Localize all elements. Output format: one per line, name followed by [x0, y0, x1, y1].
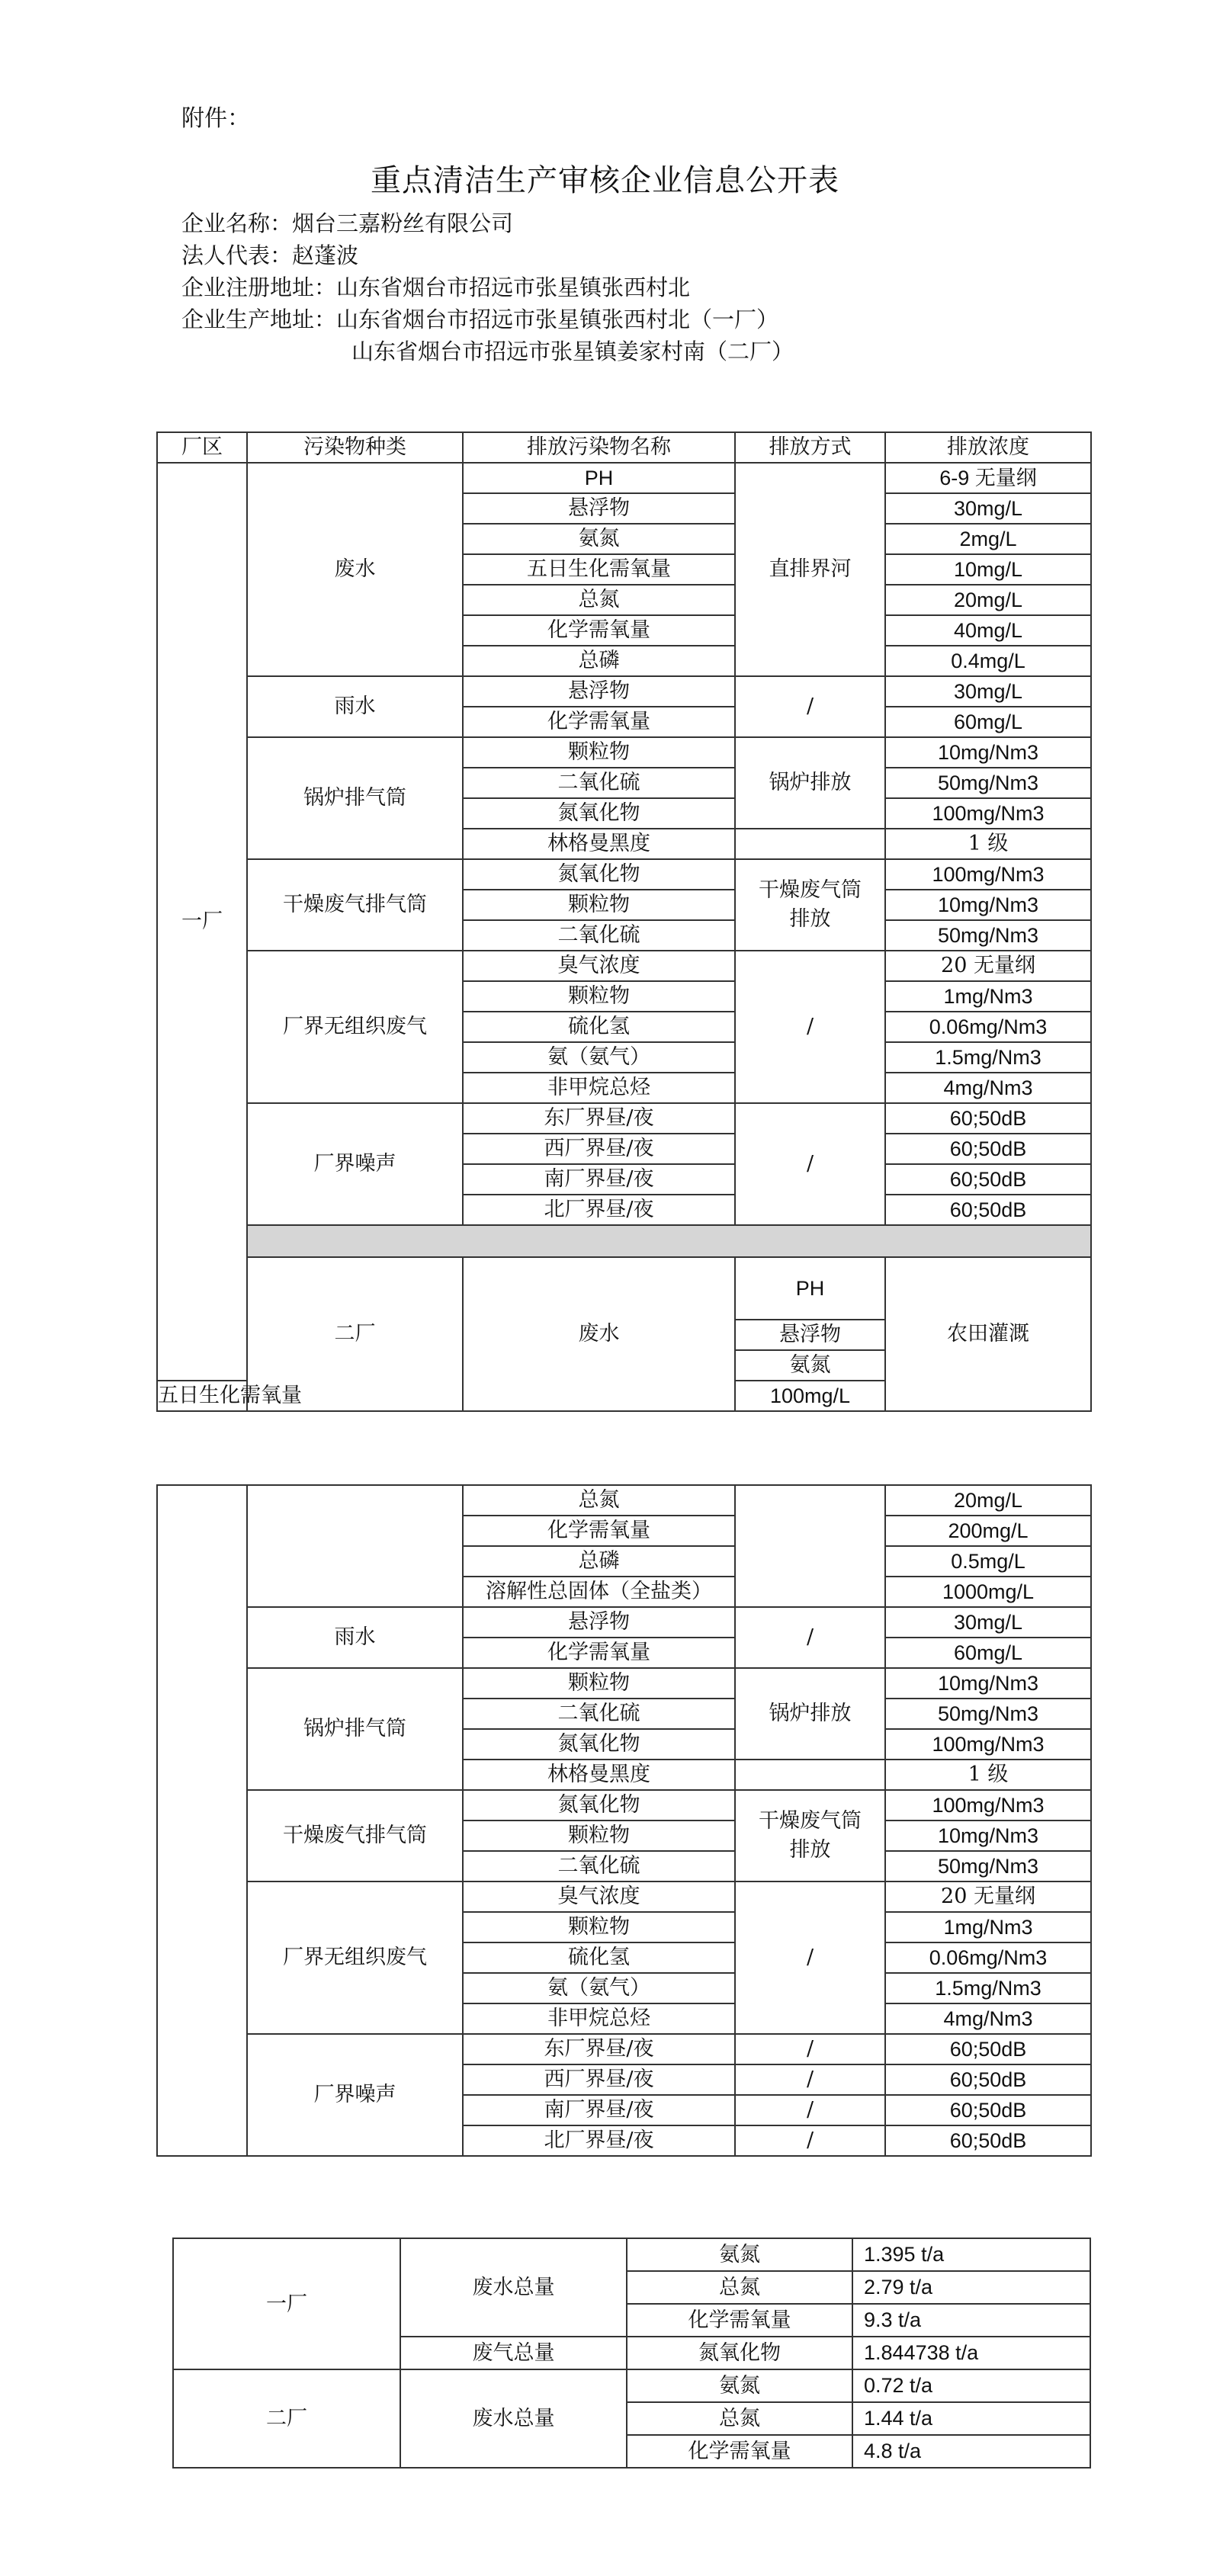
- dryer-stack-type: 干燥废气排气筒: [247, 1790, 463, 1881]
- pollutant-name: 总氮: [463, 585, 735, 615]
- table-row: [157, 463, 1091, 493]
- pollutant-name: 悬浮物: [463, 1607, 735, 1638]
- pollutant-name: 总磷: [463, 646, 735, 676]
- table-row: [157, 1607, 1091, 1638]
- discharge-method: [735, 1790, 885, 1881]
- concentration: 1mg/Nm3: [885, 1912, 1091, 1942]
- exhaust-total-label: 废气总量: [400, 2337, 627, 2369]
- pollutant-name: 非甲烷总烃: [463, 1073, 735, 1103]
- concentration: 1 级: [885, 1760, 1091, 1790]
- pollutant-name: 颗粒物: [463, 1912, 735, 1942]
- pollutant-name: 化学需氧量: [463, 707, 735, 737]
- concentration: 4mg/Nm3: [885, 2003, 1091, 2034]
- dryer-stack-type: 干燥废气排气筒: [247, 859, 463, 951]
- pollutant-name: 臭气浓度: [463, 951, 735, 981]
- discharge-method: 锅炉排放: [735, 737, 885, 829]
- method-line: 排放: [789, 1838, 831, 1862]
- plant2-continued: [157, 1485, 247, 2156]
- total-value: 9.3 t/a: [852, 2304, 1090, 2337]
- concentration: 60;50dB: [885, 2064, 1091, 2095]
- concentration: 100mg/Nm3: [885, 1790, 1091, 1821]
- concentration: 4mg/Nm3: [885, 1073, 1091, 1103]
- pollutant-name: 南厂界昼/夜: [463, 2095, 735, 2125]
- method-line: 排放: [789, 907, 831, 931]
- pollutant-name: 西厂界昼/夜: [463, 2064, 735, 2095]
- total-value: 2.79 t/a: [852, 2271, 1090, 2304]
- table-row: [157, 2034, 1091, 2064]
- concentration: 60;50dB: [885, 1164, 1091, 1195]
- concentration: 1.5mg/Nm3: [885, 1042, 1091, 1073]
- pollutant-name: 溶解性总固体（全盐类）: [463, 1577, 735, 1607]
- fugitive-gas-type: 厂界无组织废气: [247, 951, 463, 1103]
- totals-table: [172, 2238, 1091, 2469]
- pollutant-name: 颗粒物: [463, 981, 735, 1012]
- table-header-row: [157, 432, 1091, 463]
- discharge-method: /: [735, 2064, 885, 2095]
- total-value: 4.8 t/a: [852, 2435, 1090, 2468]
- concentration: 1mg/Nm3: [885, 981, 1091, 1012]
- pollutant-name: 林格曼黑度: [463, 1760, 735, 1790]
- table-row: [157, 737, 1091, 768]
- production-address-2: 山东省烟台市招远市张星镇姜家村南（二厂）: [351, 338, 794, 364]
- discharge-method: 锅炉排放: [735, 1668, 885, 1760]
- table-row: [157, 1103, 1091, 1134]
- emission-table: [156, 431, 1092, 1412]
- concentration: 50mg/Nm3: [885, 768, 1091, 798]
- pollutant-name: 化学需氧量: [463, 1638, 735, 1668]
- pollutant-name: 氨氮: [627, 2238, 852, 2271]
- method-continued: [735, 1485, 885, 1607]
- concentration: 30mg/L: [885, 1607, 1091, 1638]
- pollutant-name: 颗粒物: [463, 1668, 735, 1699]
- concentration: 100mg/Nm3: [885, 798, 1091, 829]
- pollutant-name: 硫化氢: [463, 1012, 735, 1042]
- table-row: [157, 1881, 1091, 1912]
- boiler-stack-type: 锅炉排气筒: [247, 1668, 463, 1790]
- wastewater-type: 废水: [463, 1257, 735, 1411]
- emission-table-continued: [156, 1484, 1092, 2157]
- totals-plant2-label: 二厂: [173, 2369, 400, 2468]
- concentration: 60;50dB: [885, 2095, 1091, 2125]
- header-plant: 厂区: [157, 432, 247, 463]
- pollutant-name: 氮氧化物: [463, 1729, 735, 1760]
- pollutant-name: 氨（氨气）: [463, 1042, 735, 1073]
- concentration: 60mg/L: [885, 1638, 1091, 1668]
- method-line: 干燥废气筒: [759, 1809, 862, 1833]
- pollutant-name: 臭气浓度: [463, 1881, 735, 1912]
- concentration: 6-9 无量纲: [885, 463, 1091, 493]
- concentration: 1 级: [885, 829, 1091, 859]
- concentration: 1.5mg/Nm3: [885, 1973, 1091, 2003]
- pollutant-name: 北厂界昼/夜: [463, 2125, 735, 2156]
- wastewater-type: 废水: [247, 463, 463, 676]
- company-name: 企业名称：烟台三嘉粉丝有限公司: [181, 210, 514, 236]
- pollutant-name: 氨氮: [735, 1350, 885, 1381]
- concentration: 10mg/Nm3: [885, 1821, 1091, 1851]
- pollutant-name: 氮氧化物: [627, 2337, 852, 2369]
- rainwater-type: 雨水: [247, 1607, 463, 1668]
- concentration: 10mg/Nm3: [885, 890, 1091, 920]
- table-row: [157, 1257, 1091, 1320]
- discharge-method: /: [735, 2034, 885, 2064]
- table-row: [157, 1790, 1091, 1821]
- pollutant-name: 氮氧化物: [463, 1790, 735, 1821]
- discharge-method: /: [735, 2125, 885, 2156]
- pollutant-name: 化学需氧量: [627, 2435, 852, 2468]
- pollutant-name: 化学需氧量: [627, 2304, 852, 2337]
- concentration: 100mg/Nm3: [885, 1729, 1091, 1760]
- concentration: 60;50dB: [885, 1195, 1091, 1225]
- total-value: 1.395 t/a: [852, 2238, 1090, 2271]
- concentration: 2mg/L: [885, 524, 1091, 554]
- wastewater-total-label: 废水总量: [400, 2238, 627, 2337]
- pollutant-name: 五日生化需氧量: [463, 554, 735, 585]
- totals-plant1-label: 一厂: [173, 2238, 400, 2369]
- plant2-label: 二厂: [247, 1257, 463, 1411]
- pollutant-name: 西厂界昼/夜: [463, 1134, 735, 1164]
- boundary-noise-type: 厂界噪声: [247, 2034, 463, 2156]
- pollutant-name: 氨氮: [463, 524, 735, 554]
- registered-address: 企业注册地址：山东省烟台市招远市张星镇张西村北: [181, 274, 691, 300]
- pollutant-name: 颗粒物: [463, 1821, 735, 1851]
- concentration: 100mg/Nm3: [885, 859, 1091, 890]
- concentration: 50mg/Nm3: [885, 1851, 1091, 1881]
- concentration: 20mg/L: [885, 585, 1091, 615]
- production-address-1: 企业生产地址：山东省烟台市招远市张星镇张西村北（一厂）: [181, 306, 779, 332]
- plant1-label: 一厂: [157, 463, 247, 1381]
- discharge-method: /: [735, 951, 885, 1103]
- concentration: 20mg/L: [885, 1485, 1091, 1516]
- table-row: [157, 1485, 1091, 1516]
- header-discharge-method: 排放方式: [735, 432, 885, 463]
- concentration: 0.5mg/L: [885, 1546, 1091, 1577]
- pollutant-name: 总氮: [627, 2402, 852, 2435]
- fugitive-gas-type: 厂界无组织废气: [247, 1881, 463, 2034]
- pollutant-name: 颗粒物: [463, 890, 735, 920]
- pollutant-name: 二氧化硫: [463, 768, 735, 798]
- legal-representative: 法人代表：赵蓬波: [181, 242, 359, 268]
- concentration: 60mg/L: [885, 707, 1091, 737]
- table-row: [157, 1668, 1091, 1699]
- section-separator: [157, 1225, 1091, 1257]
- pollutant-name: 五日生化需氧量: [157, 1381, 247, 1411]
- concentration: 60;50dB: [885, 2125, 1091, 2156]
- pollutant-name: 北厂界昼/夜: [463, 1195, 735, 1225]
- concentration: 30mg/L: [885, 676, 1091, 707]
- discharge-method: [735, 859, 885, 951]
- attachment-label: 附件：: [181, 105, 250, 132]
- pollutant-name: 二氧化硫: [463, 1851, 735, 1881]
- rainwater-type: 雨水: [247, 676, 463, 737]
- pollutant-name: PH: [463, 463, 735, 493]
- table-row: [173, 2238, 1090, 2271]
- pollutant-name: 颗粒物: [463, 737, 735, 768]
- total-value: 0.72 t/a: [852, 2369, 1090, 2402]
- concentration: 30mg/L: [885, 493, 1091, 524]
- pollutant-name: 二氧化硫: [463, 1699, 735, 1729]
- wastewater-continued: [247, 1485, 463, 1607]
- pollutant-name: 南厂界昼/夜: [463, 1164, 735, 1195]
- concentration: 10mg/L: [885, 554, 1091, 585]
- header-pollutant-name: 排放污染物名称: [463, 432, 735, 463]
- method-line: 干燥废气筒: [759, 878, 862, 902]
- pollutant-name: 总氮: [627, 2271, 852, 2304]
- concentration: 20 无量纲: [885, 1881, 1091, 1912]
- pollutant-name: PH: [735, 1257, 885, 1320]
- concentration: 0.06mg/Nm3: [885, 1942, 1091, 1973]
- concentration: 10mg/Nm3: [885, 1668, 1091, 1699]
- discharge-method: 直排界河: [735, 463, 885, 676]
- table-row: [157, 859, 1091, 890]
- concentration: 20 无量纲: [885, 951, 1091, 981]
- table-row: [173, 2369, 1090, 2402]
- pollutant-name: 化学需氧量: [463, 615, 735, 646]
- boundary-noise-type: 厂界噪声: [247, 1103, 463, 1225]
- pollutant-name: 林格曼黑度: [463, 829, 735, 859]
- boiler-stack-type: 锅炉排气筒: [247, 737, 463, 859]
- discharge-method: /: [735, 1881, 885, 2034]
- concentration: 50mg/Nm3: [885, 1699, 1091, 1729]
- pollutant-name: 总磷: [463, 1546, 735, 1577]
- discharge-method: /: [735, 676, 885, 737]
- concentration: 60;50dB: [885, 2034, 1091, 2064]
- pollutant-name: 非甲烷总烃: [463, 2003, 735, 2034]
- concentration: 1000mg/L: [885, 1577, 1091, 1607]
- pollutant-name: 悬浮物: [735, 1320, 885, 1350]
- header-concentration: 排放浓度: [885, 432, 1091, 463]
- pollutant-name: 二氧化硫: [463, 920, 735, 951]
- concentration: 200mg/L: [885, 1516, 1091, 1546]
- table-row: [157, 676, 1091, 707]
- page-title: 重点清洁生产审核企业信息公开表: [371, 163, 839, 198]
- wastewater-total-label: 废水总量: [400, 2369, 627, 2468]
- gray-divider: [247, 1225, 1091, 1257]
- pollutant-name: 总氮: [463, 1485, 735, 1516]
- concentration: 60;50dB: [885, 1103, 1091, 1134]
- discharge-method: 农田灌溉: [885, 1257, 1091, 1411]
- concentration: 40mg/L: [885, 615, 1091, 646]
- pollutant-name: 东厂界昼/夜: [463, 1103, 735, 1134]
- total-value: 1.844738 t/a: [852, 2337, 1090, 2369]
- discharge-method: /: [735, 1103, 885, 1225]
- pollutant-name: 化学需氧量: [463, 1516, 735, 1546]
- concentration: 0.4mg/L: [885, 646, 1091, 676]
- pollutant-name: 悬浮物: [463, 493, 735, 524]
- concentration: 100mg/L: [735, 1381, 885, 1411]
- discharge-method: /: [735, 1607, 885, 1668]
- company-info: [181, 207, 794, 367]
- discharge-method: /: [735, 2095, 885, 2125]
- pollutant-name: 氨（氨气）: [463, 1973, 735, 2003]
- pollutant-name: 氨氮: [627, 2369, 852, 2402]
- pollutant-name: 氮氧化物: [463, 798, 735, 829]
- pollutant-name: 东厂界昼/夜: [463, 2034, 735, 2064]
- pollutant-name: 硫化氢: [463, 1942, 735, 1973]
- concentration: 0.06mg/Nm3: [885, 1012, 1091, 1042]
- concentration: 10mg/Nm3: [885, 737, 1091, 768]
- concentration: 50mg/Nm3: [885, 920, 1091, 951]
- total-value: 1.44 t/a: [852, 2402, 1090, 2435]
- table-row: [157, 951, 1091, 981]
- pollutant-name: 氮氧化物: [463, 859, 735, 890]
- pollutant-name: 悬浮物: [463, 676, 735, 707]
- header-pollutant-type: 污染物种类: [247, 432, 463, 463]
- concentration: 60;50dB: [885, 1134, 1091, 1164]
